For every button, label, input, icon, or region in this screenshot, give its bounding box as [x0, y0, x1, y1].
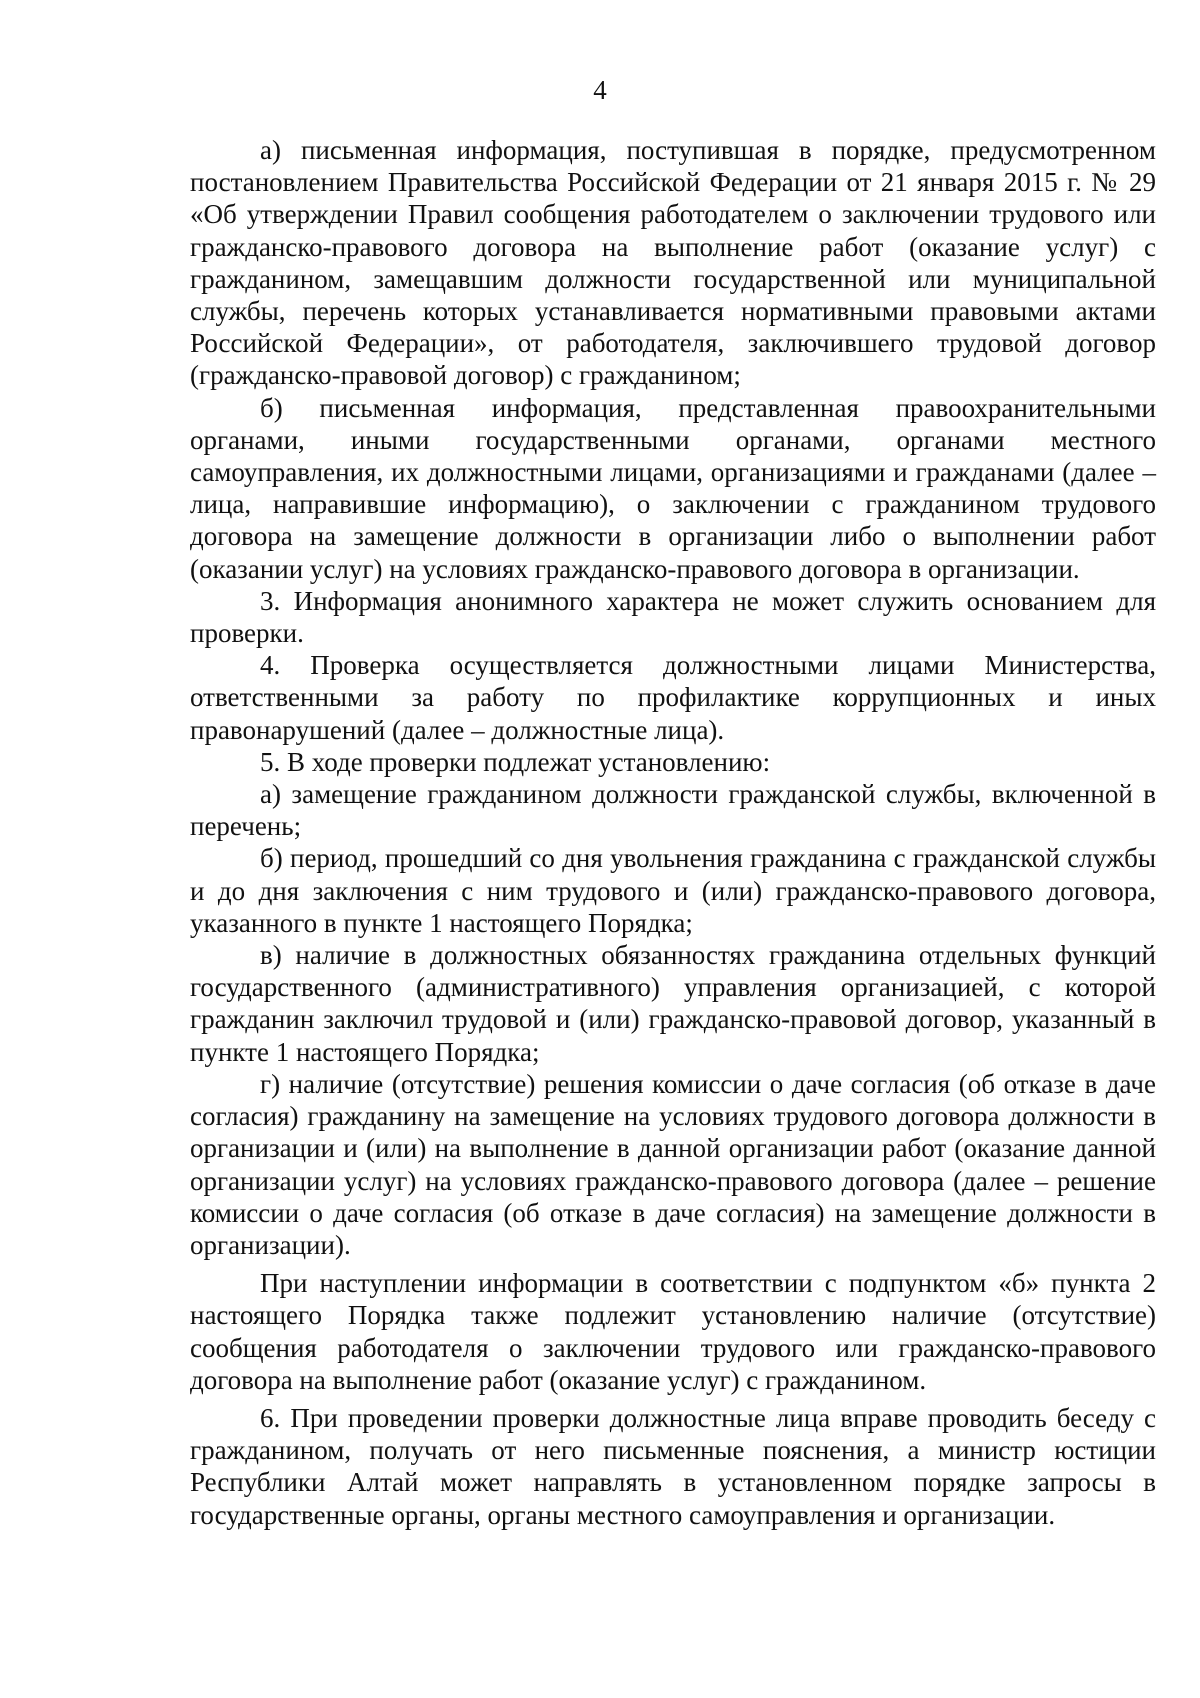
paragraph-6: 6. При проведении проверки должностные лица вправе проводить беседу с гражданином, получать от него письменные пояснения, а министр юстиции Республики Алтай может направлять в установленном порядке запросы в государственные органы, органы местного самоуправления и организации.: [190, 1402, 1156, 1530]
paragraph-5-note: При наступлении информации в соответствии с подпунктом «б» пункта 2 настоящего Порядка также подлежит установлению наличие (отсутствие) сообщения работодателя о заключении трудового или гражданско-правового договора на выполнение работ (оказание услуг) с гражданином.: [190, 1268, 1156, 1395]
paragraph-5b: б) период, прошедший со дня увольнения гражданина с гражданской службы и до дня заключения с ним трудового и (или) гражданско-правового договора, указанного в пункте 1 настоящего Порядка;: [190, 843, 1156, 938]
paragraph-5g: г) наличие (отсутствие) решения комиссии о даче согласия (об отказе в даче согласия) гражданину на замещение на условиях трудового договора должности в организации и (или) на выполнение в данной организации работ (оказание данной организации услуг) на условиях гражданско-правового договора (далее – решение комиссии о даче согласия (об отказе в даче согласия) на замещение должности в организации).: [190, 1068, 1156, 1260]
paragraph-2b: б) письменная информация, представленная правоохранительными органами, иными государственными органами, органами местного самоуправления, их должностными лицами, организациями и гражданами (далее – лица, направившие информацию), о заключении с гражданином трудового договора на замещение должности в организации либо о выполнении работ (оказании услуг) на условиях гражданско-правового договора в организации.: [190, 392, 1156, 584]
page-number: 4: [593, 75, 607, 105]
paragraph-5a: а) замещение гражданином должности гражданской службы, включенной в перечень;: [190, 779, 1156, 842]
paragraph-5: 5. В ходе проверки подлежат установлению:: [260, 746, 771, 777]
document-body: [190, 134, 1156, 1531]
paragraph-2a: а) письменная информация, поступившая в порядке, предусмотренном постановлением Правительства Российской Федерации от 21 января 2015 г. № 29 «Об утверждении Правил сообщения работодателем о заключении трудового или гражданско-правового договора на выполнение работ (оказание услуг) с гражданином, замещавшим должности государственной или муниципальной службы, перечень которых устанавливается нормативными правовыми актами Российской Федерации», от работодателя, заключившего трудовой договор (гражданско-правовой договор) с гражданином;: [190, 135, 1156, 391]
paragraph-5v: в) наличие в должностных обязанностях гражданина отдельных функций государственного (административного) управления организацией, с которой гражданин заключил трудовой и (или) гражданско-правовой договор, указанный в пункте 1 настоящего Порядка;: [190, 940, 1156, 1067]
paragraph-4: 4. Проверка осуществляется должностными лицами Министерства, ответственными за работу по профилактике коррупционных и иных правонарушений (далее – должностные лица).: [190, 650, 1156, 745]
paragraph-3: 3. Информация анонимного характера не может служить основанием для проверки.: [190, 585, 1156, 649]
